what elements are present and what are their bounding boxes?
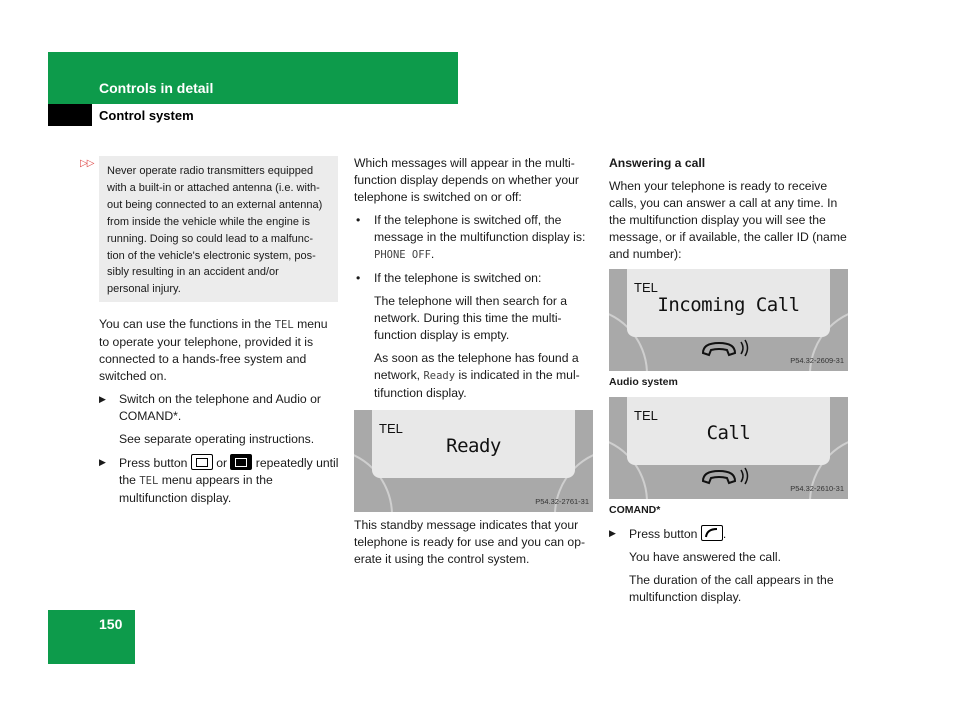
- figure-caption: COMAND*: [609, 504, 661, 516]
- column-2: [354, 155, 594, 574]
- display-message: Incoming Call: [657, 294, 800, 316]
- menu-down-button-icon: [230, 454, 252, 470]
- phone-off-code: PHONE OFF: [374, 249, 431, 261]
- figure-ref: P54.32-2761-31: [535, 497, 589, 506]
- display-incoming-call: [609, 269, 848, 371]
- step-2: ▶ Press button or repeatedly until the TEL menu appears in the multifunction display.: [99, 456, 339, 505]
- step-1: ▶ Switch on the telephone and Audio or COMAND*.: [99, 392, 321, 423]
- duration-note: The duration of the call appears in the multifunction display.: [629, 573, 834, 604]
- col2-intro: Which messages will appear in the multi-function display depends on whether your telephone is switched on or off:: [354, 156, 579, 204]
- display-tel-label: TEL: [634, 280, 658, 295]
- step-arrow-icon: ▶: [99, 457, 106, 467]
- header-band: [48, 52, 458, 104]
- warning-line: out being connected to an external antenna): [107, 198, 323, 211]
- step-press-answer: ▶ Press button .: [609, 527, 727, 541]
- ready-code: Ready: [423, 370, 456, 382]
- display-message: Ready: [446, 435, 501, 457]
- tel-code: TEL: [139, 475, 159, 487]
- menu-up-button-icon: [191, 454, 213, 470]
- phone-handset-icon: [699, 465, 759, 487]
- answered-note: You have answered the call.: [629, 550, 781, 564]
- step-arrow-icon: ▶: [99, 394, 106, 404]
- standby-explanation: This standby message indicates that your telephone is ready for use and you can op-erate it using the control system.: [354, 518, 586, 566]
- warning-line: tion of the vehicle's electronic system, pos-: [107, 249, 316, 262]
- warning-line: personal injury.: [107, 283, 181, 296]
- answer-call-button-icon: [701, 525, 723, 541]
- answering-intro: When your telephone is ready to receive calls, you can answer a call at any time. In the multifunction display you will see the message, or if available, the caller ID (name and number):: [609, 179, 847, 261]
- figure-ref: P54.32-2610-31: [790, 484, 844, 493]
- warning-arrows-icon: ▷▷: [80, 158, 94, 169]
- step-arrow-icon: ▶: [609, 528, 616, 538]
- display-tel-label: TEL: [634, 408, 658, 423]
- subsection-title: Control system: [99, 108, 194, 123]
- tel-code: TEL: [274, 319, 294, 331]
- warning-line: sibly resulting in an accident and/or: [107, 266, 279, 279]
- page-number: 150: [99, 616, 123, 632]
- phone-handset-icon: [699, 337, 759, 359]
- warning-line: from inside the vehicle while the engine is: [107, 215, 311, 228]
- warning-line: running. Doing so could lead to a malfunc-: [107, 232, 314, 245]
- warning-line: with a built-in or attached antenna (i.e. with-: [107, 181, 320, 194]
- col1-intro: You can use the functions in the TEL menu to operate your telephone, provided it is connected to a hands-free system and switched on.: [99, 317, 328, 383]
- answering-heading: Answering a call: [609, 156, 706, 170]
- figure-ref: P54.32-2609-31: [790, 356, 844, 365]
- search-note: The telephone will then search for a network. During this time the multi-function display is empty.: [374, 294, 568, 342]
- warning-box: [99, 156, 338, 302]
- display-ready: [354, 410, 593, 512]
- column-3: [609, 155, 849, 612]
- section-title: Controls in detail: [99, 80, 214, 96]
- figure-caption: Audio system: [609, 376, 678, 388]
- bullet-phone-on: • If the telephone is switched on:: [356, 271, 542, 285]
- display-call: [609, 397, 848, 499]
- bullet-phone-off: • If the telephone is switched off, the message in the multifunction display is: PHONE OFF.: [356, 213, 586, 261]
- column-1: [99, 316, 339, 513]
- display-tel-label: TEL: [379, 421, 403, 436]
- section-marker: [48, 104, 92, 126]
- display-message: Call: [706, 422, 751, 444]
- ready-note: As soon as the telephone has found a network, Ready is indicated in the mul-tifunction display.: [374, 351, 580, 400]
- step-1-note: See separate operating instructions.: [119, 432, 315, 446]
- warning-line: Never operate radio transmitters equipped: [107, 165, 314, 177]
